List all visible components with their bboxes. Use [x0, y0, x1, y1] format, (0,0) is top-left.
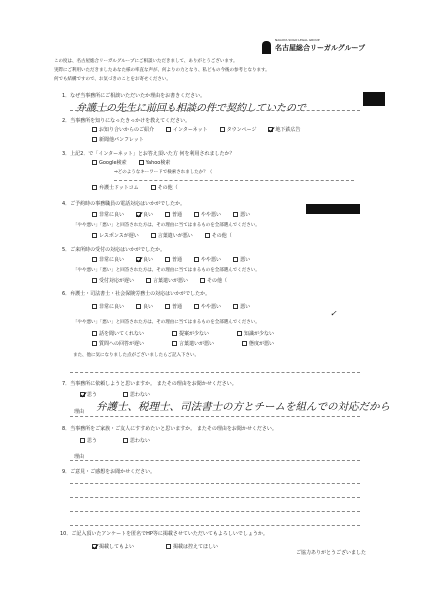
checkbox-icon: [205, 233, 210, 238]
q2-option-label: インターネット: [173, 127, 208, 133]
checkbox-icon: [92, 212, 97, 217]
checkbox-icon: [233, 257, 238, 262]
q5-reason-label: 受付対応が遅い: [99, 278, 135, 284]
checkbox-icon: [237, 331, 242, 336]
q5-option[interactable]: [165, 256, 182, 263]
q6-option-label: 非常に良い: [99, 304, 125, 310]
q5-followup: 「やや悪い」「悪い」と回答された方は、その理由に当てはまるものを全部選んでください。: [73, 268, 260, 273]
q6-option-label: やや悪い: [201, 304, 222, 310]
q7-options: [80, 391, 162, 398]
checkbox-icon: [136, 304, 141, 309]
q10-option[interactable]: [92, 543, 134, 550]
q9-answer-line: [70, 525, 360, 526]
q2-option-label: お知り合いからのご紹介: [99, 127, 155, 133]
checkbox-icon: [242, 341, 247, 346]
checkbox-icon: [92, 137, 97, 142]
q7-option-label: 思う: [87, 392, 98, 398]
checkbox-icon: [92, 160, 97, 165]
q7-reason-label: 理由: [74, 409, 85, 415]
q9-answer-line: [70, 483, 360, 484]
q3-option[interactable]: [92, 159, 127, 166]
q6-reason[interactable]: [92, 330, 144, 337]
q5-option-label: 普通: [172, 257, 183, 263]
checkbox-icon: [194, 212, 199, 217]
checkbox-icon: [151, 233, 156, 238]
checkbox-checked-icon: [136, 212, 141, 217]
q2-option[interactable]: [166, 126, 208, 133]
redaction-block: [363, 92, 385, 106]
q6-comment-line: [70, 372, 360, 373]
q3-option[interactable]: [151, 184, 178, 191]
q5-option[interactable]: [136, 256, 153, 263]
q4-reason-label: 言葉遣いが悪い: [157, 233, 193, 239]
logo-tagline: NAGOYA SOGO LEGAL GROUP: [275, 38, 320, 42]
q3-option-label: Google検索: [99, 160, 127, 166]
q8-option-label: 思わない: [130, 438, 151, 444]
q2-option-label: 新聞他パンフレット: [99, 137, 144, 143]
checkbox-icon: [146, 278, 151, 283]
intro-line-2: 実際にご利用いただきましたあなた様の率直な声が、何よりの力となり、私どもの今後の参考となります。: [54, 68, 270, 73]
checkbox-icon: [92, 185, 97, 190]
checkbox-icon: [123, 392, 128, 397]
q3-option-label: Yahoo検索: [145, 160, 171, 166]
q4-option[interactable]: [194, 211, 221, 218]
q5-reasons: [92, 277, 239, 284]
checkbox-icon: [165, 257, 170, 262]
q3-option[interactable]: [92, 184, 139, 191]
q8-option-label: 思う: [87, 438, 98, 444]
q4-reason[interactable]: [205, 232, 232, 239]
q6-followup: 「やや悪い」「悪い」と回答された方は、その理由に当てはまるものを全部選んでください。: [73, 320, 260, 325]
q6-option-label: 良い: [143, 304, 154, 310]
q6-reason[interactable]: [172, 330, 209, 337]
q4-followup: 「やや悪い」「悪い」と回答された方は、その理由に当てはまるものを全部選んでください。: [73, 223, 260, 228]
checkbox-icon: [172, 331, 177, 336]
q5-option[interactable]: [194, 256, 221, 263]
checkbox-icon: [80, 438, 85, 443]
checkbox-icon: [92, 278, 97, 283]
question-3: 3．上記2．で「インターネット」とお答え頂いた方 何を利用されましたか？: [62, 151, 235, 157]
q4-reason-label: その他（: [211, 233, 232, 239]
q6-reason[interactable]: [242, 340, 274, 347]
checkbox-icon: [233, 304, 238, 309]
q3-option[interactable]: [139, 159, 171, 166]
logo-mark-icon: [262, 41, 271, 54]
q4-option-label: やや悪い: [201, 212, 222, 218]
q6-reason[interactable]: [172, 340, 214, 347]
q4-option[interactable]: [136, 211, 153, 218]
q5-reason[interactable]: [92, 277, 134, 284]
q2-option[interactable]: [92, 126, 154, 133]
q5-option-label: 良い: [143, 257, 154, 263]
question-4: 4．ご予約時の事務職員の電話対応はいかがでしたか。: [62, 201, 186, 207]
q6-reason-label: 質問への回答が遅い: [99, 341, 145, 347]
checkbox-checked-icon: [92, 544, 97, 549]
q6-option[interactable]: [92, 303, 124, 310]
q8-option[interactable]: [123, 437, 150, 444]
question-9: 9．ご意見・ご感想をお聞かせください。: [62, 469, 156, 475]
q3-option-label: その他（: [157, 185, 178, 191]
q5-option-label: やや悪い: [201, 257, 222, 263]
q4-option-label: 良い: [143, 212, 154, 218]
q5-option[interactable]: [92, 256, 124, 263]
q9-answer-line: [70, 497, 360, 498]
q4-reasons: [92, 232, 244, 239]
q10-option-label: 掲載してもよい: [99, 544, 135, 550]
checkbox-icon: [166, 127, 171, 132]
q4-option[interactable]: [233, 211, 250, 218]
checkbox-icon: [172, 341, 177, 346]
question-7: 7．当事務所に依頼しようと思いますか。 またその理由をお聞かせください。: [62, 381, 237, 387]
q2-option[interactable]: [268, 126, 300, 133]
q10-option[interactable]: [166, 543, 218, 550]
checkbox-icon: [123, 438, 128, 443]
checkbox-icon: [220, 127, 225, 132]
q5-reason-label: その他（: [207, 278, 228, 284]
checkbox-icon: [166, 544, 171, 549]
checkbox-checked-icon: [268, 127, 273, 132]
q8-answer-line: [70, 460, 360, 461]
q9-answer-line: [70, 511, 360, 512]
logo-name: 名古屋総合リーガルグループ: [275, 44, 366, 52]
q4-option[interactable]: [92, 211, 124, 218]
q6-option[interactable]: [165, 303, 182, 310]
checkbox-icon: [92, 331, 97, 336]
q3-keyword-prompt: ⇒どのようなキーワードで検索されましたか？（: [114, 170, 213, 175]
q4-reason-label: レスポンスが遅い: [99, 233, 139, 239]
q5-option-label: 非常に良い: [99, 257, 125, 263]
q6-option-label: 悪い: [240, 304, 251, 310]
q4-option[interactable]: [165, 211, 182, 218]
q3-option-label: 弁護士ドットコム: [99, 185, 139, 191]
intro-line-3: 何でも結構ですので、お気づきのことをお寄せください。: [54, 77, 171, 82]
q1-handwritten-answer: 弁護士の先生に前回も相談の件で契約していたので: [76, 103, 306, 114]
q8-reason-label: 理由: [74, 454, 85, 460]
q2-options: [92, 126, 313, 133]
q6-option[interactable]: [194, 303, 221, 310]
checkbox-icon: [165, 212, 170, 217]
q6-reason-label: 態度が悪い: [249, 341, 275, 347]
q6-option-label: 普通: [172, 304, 183, 310]
q6-reasons-row-1: [92, 330, 286, 337]
q6-reason-label: 知識が少ない: [244, 331, 275, 337]
checkbox-icon: [92, 233, 97, 238]
q6-option[interactable]: [136, 303, 153, 310]
q6-reason-label: 言葉遣いが悪い: [179, 341, 215, 347]
q2-options-row-2: [92, 136, 156, 143]
checkbox-icon: [92, 341, 97, 346]
q5-reason[interactable]: [200, 277, 227, 284]
q4-option-label: 普通: [172, 212, 183, 218]
q6-reason-label: 提案が少ない: [179, 331, 210, 337]
q4-options: [92, 211, 262, 218]
q6-reason[interactable]: [92, 340, 144, 347]
q7-option[interactable]: [80, 391, 97, 398]
q2-option-label: タウンページ: [226, 127, 257, 133]
checkbox-icon: [194, 304, 199, 309]
q10-option-label: 掲載は控えてほしい: [173, 544, 219, 550]
q7-answer-line: [70, 416, 360, 417]
q6-reason[interactable]: [237, 330, 274, 337]
checkbox-checked-icon: [80, 392, 85, 397]
q6-handwritten-check: ✓: [330, 309, 337, 318]
q6-reason-label: 話を聞いてくれない: [99, 331, 145, 337]
checkbox-icon: [200, 278, 205, 283]
thanks-message: ご協力ありがとうございました: [296, 550, 367, 556]
checkbox-icon: [92, 304, 97, 309]
q3-keyword-line: [114, 180, 354, 181]
q5-option-label: 悪い: [240, 257, 251, 263]
q2-option-label: 地下鉄広告: [275, 127, 301, 133]
q5-reason-label: 言葉遣いが悪い: [153, 278, 189, 284]
question-1: 1．なぜ当事務所にご相談いただいたか理由をお書きください。: [62, 93, 206, 99]
q7-handwritten-answer: 弁護士、税理士、司法書士の方とチームを組んでの対応だから: [96, 401, 390, 413]
q2-option[interactable]: [220, 126, 257, 133]
q7-option-label: 思わない: [130, 392, 151, 398]
q5-options: [92, 256, 262, 263]
checkbox-icon: [92, 257, 97, 262]
redaction-block: [306, 204, 360, 214]
q7-option[interactable]: [123, 391, 150, 398]
q8-option[interactable]: [80, 437, 97, 444]
q10-options: [92, 543, 230, 550]
q4-option-label: 悪い: [240, 212, 251, 218]
checkbox-icon: [194, 257, 199, 262]
q6-reasons-row-2: [92, 340, 286, 347]
question-10: 10．ご記入頂いたアンケートを匿名でHP等に掲載させていただいてもよろしいでしょうか。: [60, 531, 268, 537]
checkbox-icon: [233, 212, 238, 217]
question-5: 5．ご来所時の受付の対応はいかがでしたか。: [62, 247, 166, 253]
question-8: 8．当事務所をご家族・ご友人にすすめたいと思いますか。 またその理由をお聞かせください。: [62, 426, 277, 432]
checkbox-checked-icon: [136, 257, 141, 262]
q3-options: [92, 159, 182, 166]
q8-options: [80, 437, 162, 444]
q2-option[interactable]: [92, 136, 144, 143]
q4-reason[interactable]: [92, 232, 139, 239]
checkbox-icon: [165, 304, 170, 309]
intro-line-1: この度は、名古屋総合リーガルグループにご相談いただきまして、ありがとうございます。: [54, 59, 238, 64]
q4-reason[interactable]: [151, 232, 193, 239]
checkbox-icon: [151, 185, 156, 190]
question-6: 6．弁護士・司法書士・社会保険労務士の対応はいかがでしたか。: [62, 291, 211, 297]
q3-options-row-2: [92, 184, 190, 191]
q6-option[interactable]: [233, 303, 250, 310]
q5-reason[interactable]: [146, 277, 188, 284]
checkbox-icon: [92, 127, 97, 132]
q6-other-note: また、他に気になりました点がございましたらご記入下さい。: [73, 353, 199, 358]
checkbox-icon: [139, 160, 144, 165]
question-2: 2．当事務所を知りになったきっかけを教えてください。: [62, 118, 191, 124]
q6-options: [92, 303, 262, 310]
q4-option-label: 非常に良い: [99, 212, 125, 218]
q1-answer-line: [70, 110, 360, 111]
q5-option[interactable]: [233, 256, 250, 263]
